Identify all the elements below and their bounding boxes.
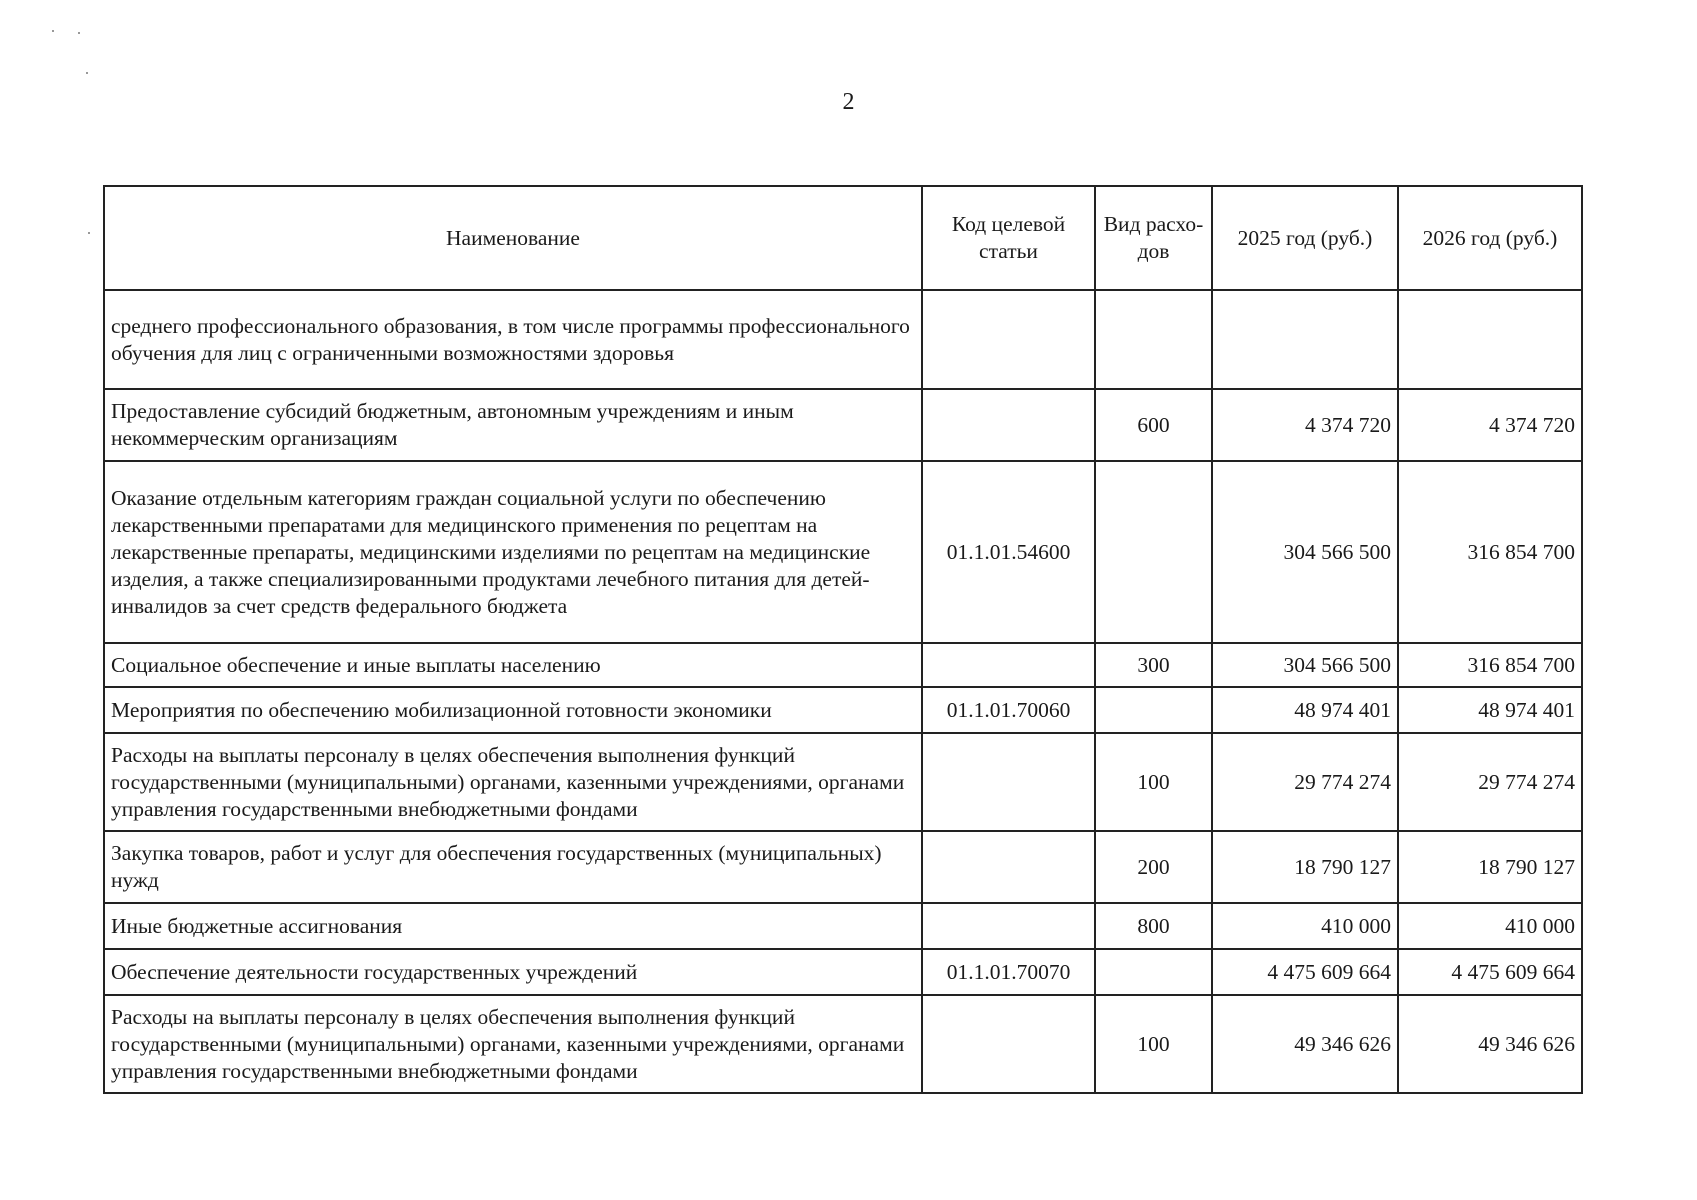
cell-2025: 304 566 500	[1212, 643, 1398, 687]
cell-2025: 18 790 127	[1212, 831, 1398, 903]
cell-code	[922, 903, 1095, 949]
cell-kind	[1095, 290, 1212, 389]
cell-code: 01.1.01.70060	[922, 687, 1095, 733]
table-header-row	[104, 186, 1582, 290]
cell-2026: 410 000	[1398, 903, 1582, 949]
cell-kind: 100	[1095, 995, 1212, 1093]
table-row	[104, 995, 1582, 1093]
page-number: 2	[842, 89, 855, 115]
cell-name: Расходы на выплаты персоналу в целях обеспечения выполнения функций государственными (муниципальными) органами, казенными учреждениями, органами управления государственными внебюджетными фондами	[104, 995, 922, 1093]
table-row	[104, 949, 1582, 995]
cell-2026: 48 974 401	[1398, 687, 1582, 733]
cell-2025: 410 000	[1212, 903, 1398, 949]
cell-name: среднего профессионального образования, в том числе программы профессионального обучения для лиц с ограниченными возможностями здоровья	[104, 290, 922, 389]
cell-2026	[1398, 290, 1582, 389]
table-row	[104, 831, 1582, 903]
cell-name: Предоставление субсидий бюджетным, автономным учреждениям и иным некоммерческим организациям	[104, 389, 922, 461]
cell-kind: 600	[1095, 389, 1212, 461]
cell-kind: 200	[1095, 831, 1212, 903]
cell-name: Закупка товаров, работ и услуг для обеспечения государственных (муниципальных) нужд	[104, 831, 922, 903]
cell-code	[922, 643, 1095, 687]
header-code: Код целевой статьи	[922, 186, 1095, 290]
cell-2025: 48 974 401	[1212, 687, 1398, 733]
cell-2025: 29 774 274	[1212, 733, 1398, 831]
cell-2026: 4 374 720	[1398, 389, 1582, 461]
cell-code	[922, 831, 1095, 903]
table-row	[104, 643, 1582, 687]
scan-speck	[52, 30, 54, 32]
cell-code	[922, 389, 1095, 461]
cell-name: Расходы на выплаты персоналу в целях обеспечения выполнения функций государственными (муниципальными) органами, казенными учреждениями, органами управления государственными внебюджетными фондами	[104, 733, 922, 831]
cell-kind: 300	[1095, 643, 1212, 687]
table-row	[104, 290, 1582, 389]
cell-2026: 316 854 700	[1398, 461, 1582, 643]
header-kind: Вид расхо-дов	[1095, 186, 1212, 290]
budget-table	[103, 185, 1583, 1094]
cell-2025: 49 346 626	[1212, 995, 1398, 1093]
cell-2025: 4 475 609 664	[1212, 949, 1398, 995]
cell-2025: 304 566 500	[1212, 461, 1398, 643]
table-row	[104, 389, 1582, 461]
scan-speck	[86, 72, 88, 74]
cell-kind	[1095, 949, 1212, 995]
cell-2026: 18 790 127	[1398, 831, 1582, 903]
cell-2026: 49 346 626	[1398, 995, 1582, 1093]
header-2025: 2025 год (руб.)	[1212, 186, 1398, 290]
cell-kind: 800	[1095, 903, 1212, 949]
cell-2026: 316 854 700	[1398, 643, 1582, 687]
cell-name: Мероприятия по обеспечению мобилизационной готовности экономики	[104, 687, 922, 733]
cell-kind	[1095, 461, 1212, 643]
cell-code: 01.1.01.70070	[922, 949, 1095, 995]
cell-code	[922, 733, 1095, 831]
header-name: Наименование	[104, 186, 922, 290]
scan-speck	[78, 32, 80, 34]
cell-name: Социальное обеспечение и иные выплаты населению	[104, 643, 922, 687]
cell-name: Оказание отдельным категориям граждан социальной услуги по обеспечению лекарственными препаратами для медицинского применения по рецептам на лекарственные препараты, медицинскими изделиями по рецептам на медицинские изделия, а также специализированными продуктами лечебного питания для детей-инвалидов за счет средств федерального бюджета	[104, 461, 922, 643]
cell-name: Обеспечение деятельности государственных учреждений	[104, 949, 922, 995]
cell-code	[922, 995, 1095, 1093]
table-row	[104, 687, 1582, 733]
cell-2026: 4 475 609 664	[1398, 949, 1582, 995]
table-row	[104, 461, 1582, 643]
cell-kind: 100	[1095, 733, 1212, 831]
cell-code	[922, 290, 1095, 389]
cell-2026: 29 774 274	[1398, 733, 1582, 831]
cell-kind	[1095, 687, 1212, 733]
table-row	[104, 733, 1582, 831]
cell-2025: 4 374 720	[1212, 389, 1398, 461]
scan-speck	[88, 232, 90, 234]
cell-name: Иные бюджетные ассигнования	[104, 903, 922, 949]
header-2026: 2026 год (руб.)	[1398, 186, 1582, 290]
cell-code: 01.1.01.54600	[922, 461, 1095, 643]
cell-2025	[1212, 290, 1398, 389]
table-row	[104, 903, 1582, 949]
